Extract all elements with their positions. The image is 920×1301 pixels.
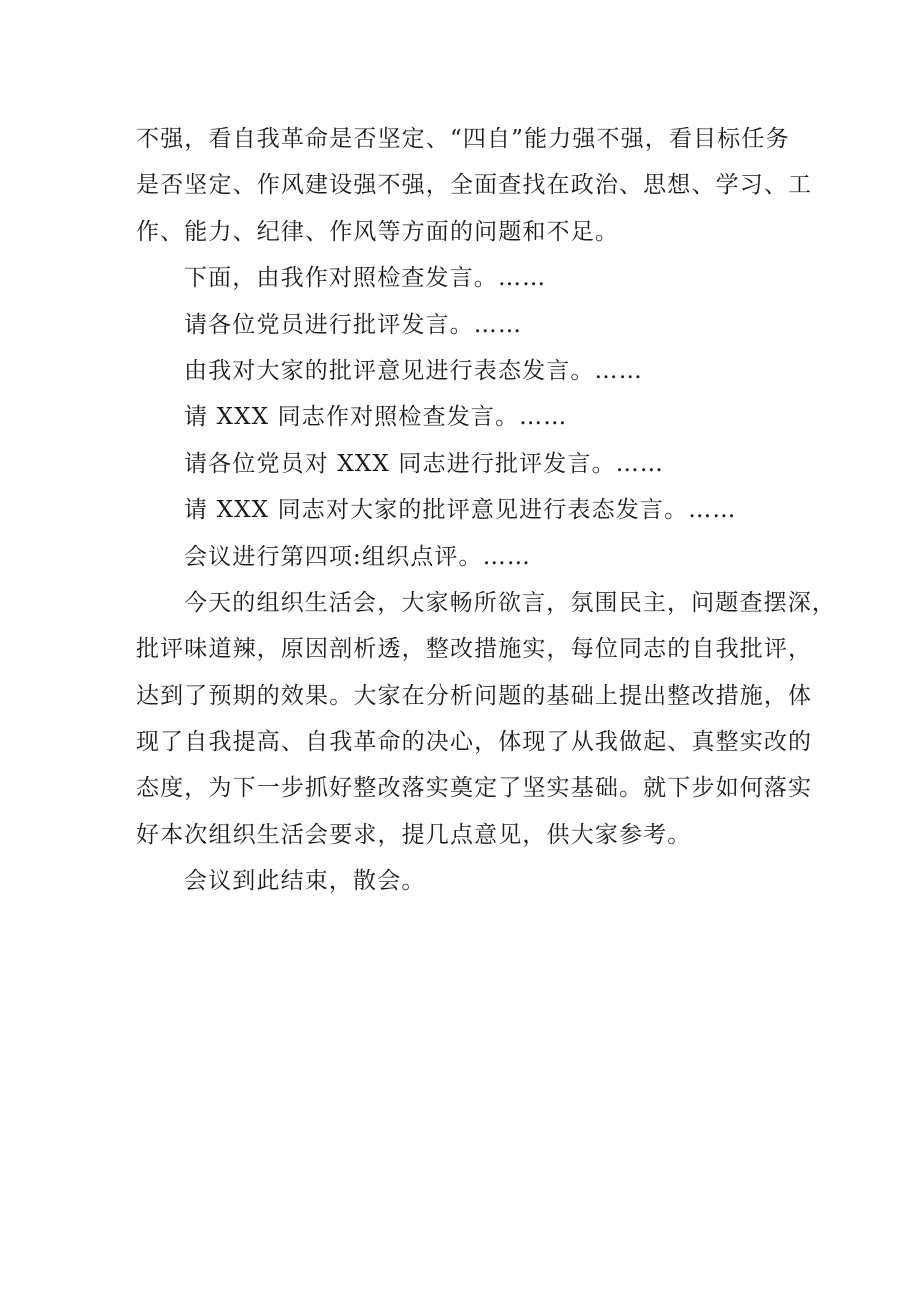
text-line: 现了自我提高、自我革命的决心，体现了从我做起、真整实改的 xyxy=(136,729,813,756)
text-line: 请各位党员进行批评发言。…… xyxy=(184,311,523,338)
text-line: 会议进行第四项:组织点评。…… xyxy=(184,543,531,570)
text-line: 批评味道辣，原因剖析透，整改措施实，每位同志的自我批评， xyxy=(136,636,813,663)
text-line: 作、能力、纪律、作风等方面的问题和不足。 xyxy=(136,218,619,245)
text-line: 是否坚定、作风建设强不强，全面查找在政治、思想、学习、工 xyxy=(136,172,813,199)
text-line: 由我对大家的批评意见进行表态发言。…… xyxy=(184,357,643,384)
text-line: 态度，为下一步抓好整改落实奠定了坚实基础。就下步如何落实 xyxy=(136,775,813,802)
document-body xyxy=(136,116,837,905)
text-line: 下面，由我作对照检查发言。…… xyxy=(184,265,547,292)
text-line: 请 XXX 同志作对照检查发言。…… xyxy=(184,404,568,431)
text-line: 达到了预期的效果。大家在分析问题的基础上提出整改措施，体 xyxy=(136,682,813,709)
text-line: 今天的组织生活会，大家畅所欲言，氛围民主，问题查摆深， xyxy=(184,589,837,616)
text-line: 请 XXX 同志对大家的批评意见进行表态发言。…… xyxy=(184,497,737,524)
text-line: 会议到此结束，散会。 xyxy=(184,868,426,895)
text-line: 不强，看自我革命是否坚定、“四自”能力强不强，看目标任务 xyxy=(136,126,790,152)
text-line: 请各位党员对 XXX 同志进行批评发言。…… xyxy=(184,450,665,477)
text-line: 好本次组织生活会要求，提几点意见，供大家参考。 xyxy=(136,821,692,848)
